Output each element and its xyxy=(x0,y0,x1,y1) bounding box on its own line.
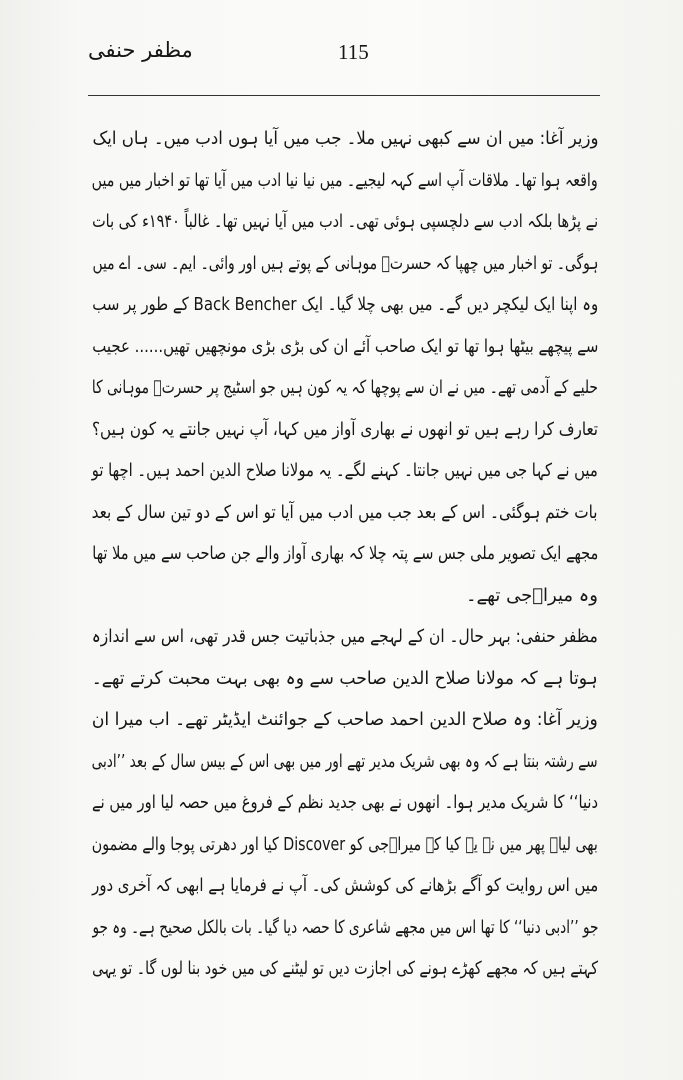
text-line xyxy=(92,367,598,409)
text-line-content: مظفر حنفی: بہر حال۔ ان کے لہجے میں جذباتیت جس قدر تھی، اس سے اندازہ xyxy=(92,626,598,647)
text-line-content: وزیر آغا: وہ صلاح الدین احمد صاحب کے جوائنٹ ایڈیٹر تھے۔ اب میرا ان xyxy=(92,709,598,730)
text-line-content: واقعہ ہوا تھا۔ ملاقات آپ اسے کہہ لیجیے۔ میں نیا نیا ادب میں آیا تھا تو اخبار میں میں xyxy=(92,169,598,191)
text-line-content: کہتے ہیں کہ مجھے کھڑے ہونے کی اجازت دیں تو لیٹنے کی میں خود بنا لوں گا۔ تو یہی xyxy=(92,958,598,979)
text-line-content: میں اس روایت کو آگے بڑھانے کی کوشش کی۔ آپ نے فرمایا ہے ابھی کہ آخری دور xyxy=(92,875,598,896)
text-line xyxy=(92,616,598,658)
text-line xyxy=(92,948,598,990)
text-line-content: سے پیچھے بیٹھا ہوا تھا تو ایک صاحب آئے ان کی بڑی بڑی مونچھیں تھیں...... عجیب xyxy=(92,335,598,357)
text-line-content: ہوتا ہے کہ مولانا صلاح الدین صاحب سے وہ بھی بہت محبت کرتے تھے۔ xyxy=(92,667,598,689)
text-line xyxy=(92,326,598,368)
text-line-content: حلیے کے آدمی تھے۔ میں نے ان سے پوچھا کہ یہ کون ہیں جو اسٹیج پر حسرتؔ موہانی کا xyxy=(92,377,598,398)
text-line xyxy=(92,284,598,326)
running-header-author: مظفر حنفی xyxy=(88,38,193,62)
text-line xyxy=(92,201,598,243)
header-rule xyxy=(88,95,600,96)
text-line xyxy=(92,907,598,949)
page-body-text xyxy=(92,118,598,990)
text-line xyxy=(92,492,598,534)
text-line-content: وہ میراؔجی تھے۔ xyxy=(465,584,598,606)
text-line xyxy=(92,243,598,285)
text-line-content: دنیا‘‘ کا شریک مدیر ہوا۔ انھوں نے بھی جدید نظم کے فروغ میں حصہ لیا اور میں نے xyxy=(92,792,598,813)
text-line xyxy=(92,118,598,160)
text-line-content: میں نے کہا جی میں نہیں جانتا۔ کہنے لگے۔ یہ مولانا صلاح الدین احمد ہیں۔ اچھا تو xyxy=(92,460,598,481)
text-line xyxy=(92,450,598,492)
text-line-content: وزیر آغا: میں ان سے کبھی نہیں ملا۔ جب میں آیا ہوں ادب میں۔ ہاں ایک xyxy=(92,128,598,149)
text-line xyxy=(92,782,598,824)
text-line xyxy=(92,160,598,202)
text-line xyxy=(92,865,598,907)
text-line xyxy=(92,824,598,866)
text-line xyxy=(92,658,598,700)
text-line xyxy=(92,741,598,783)
text-line-content: جو ’’ادبی دنیا‘‘ کا تھا اس میں مجھے شاعری کا حصہ دیا گیا۔ بات بالکل صحیح ہے۔ وہ جو xyxy=(92,916,598,938)
text-line-content: مجھے ایک تصویر ملی جس سے پتہ چلا کہ بھاری آواز والے جن صاحب سے میں ملا تھا xyxy=(92,543,598,564)
text-line-content: وہ اپنا ایک لیکچر دیں گے۔ میں بھی چلا گیا۔ ایک Back Bencher کے طور پر سب xyxy=(92,294,598,315)
text-line-content: تعارف کرا رہے ہیں تو انھوں نے بھاری آواز میں کہا، آپ نہیں جانتے یہ کون ہیں؟ xyxy=(92,418,598,440)
text-line-content: ہوگی۔ تو اخبار میں چھپا کہ حسرتؔ موہانی کے پوتے ہیں اور وائی۔ ایم۔ سی۔ اے میں xyxy=(92,252,598,274)
text-line-content: بات ختم ہوگئی۔ اس کے بعد جب میں ادب میں آیا تو اس کے دو تین سال کے بعد xyxy=(92,501,598,523)
text-line xyxy=(92,575,598,617)
text-line-content: بھی لیا۔ پھر میں نے یہ کیا کہ میراؔجی کو Discover کیا اور دھرتی پوجا والے مضمون xyxy=(92,833,598,855)
text-line xyxy=(92,699,598,741)
page-number: 115 xyxy=(338,40,369,64)
text-line-content: نے پڑھا بلکہ ادب سے دلچسپی ہوئی تھی۔ ادب میں آیا نہیں تھا۔ غالباً ۱۹۴۰ء کی بات xyxy=(92,211,598,232)
text-line xyxy=(92,409,598,451)
text-line-content: سے رشتہ بنتا ہے کہ وہ بھی شریک مدیر تھے اور میں بھی اس کے بیس سال کے بعد ’’ادبی xyxy=(92,750,598,772)
text-line xyxy=(92,533,598,575)
